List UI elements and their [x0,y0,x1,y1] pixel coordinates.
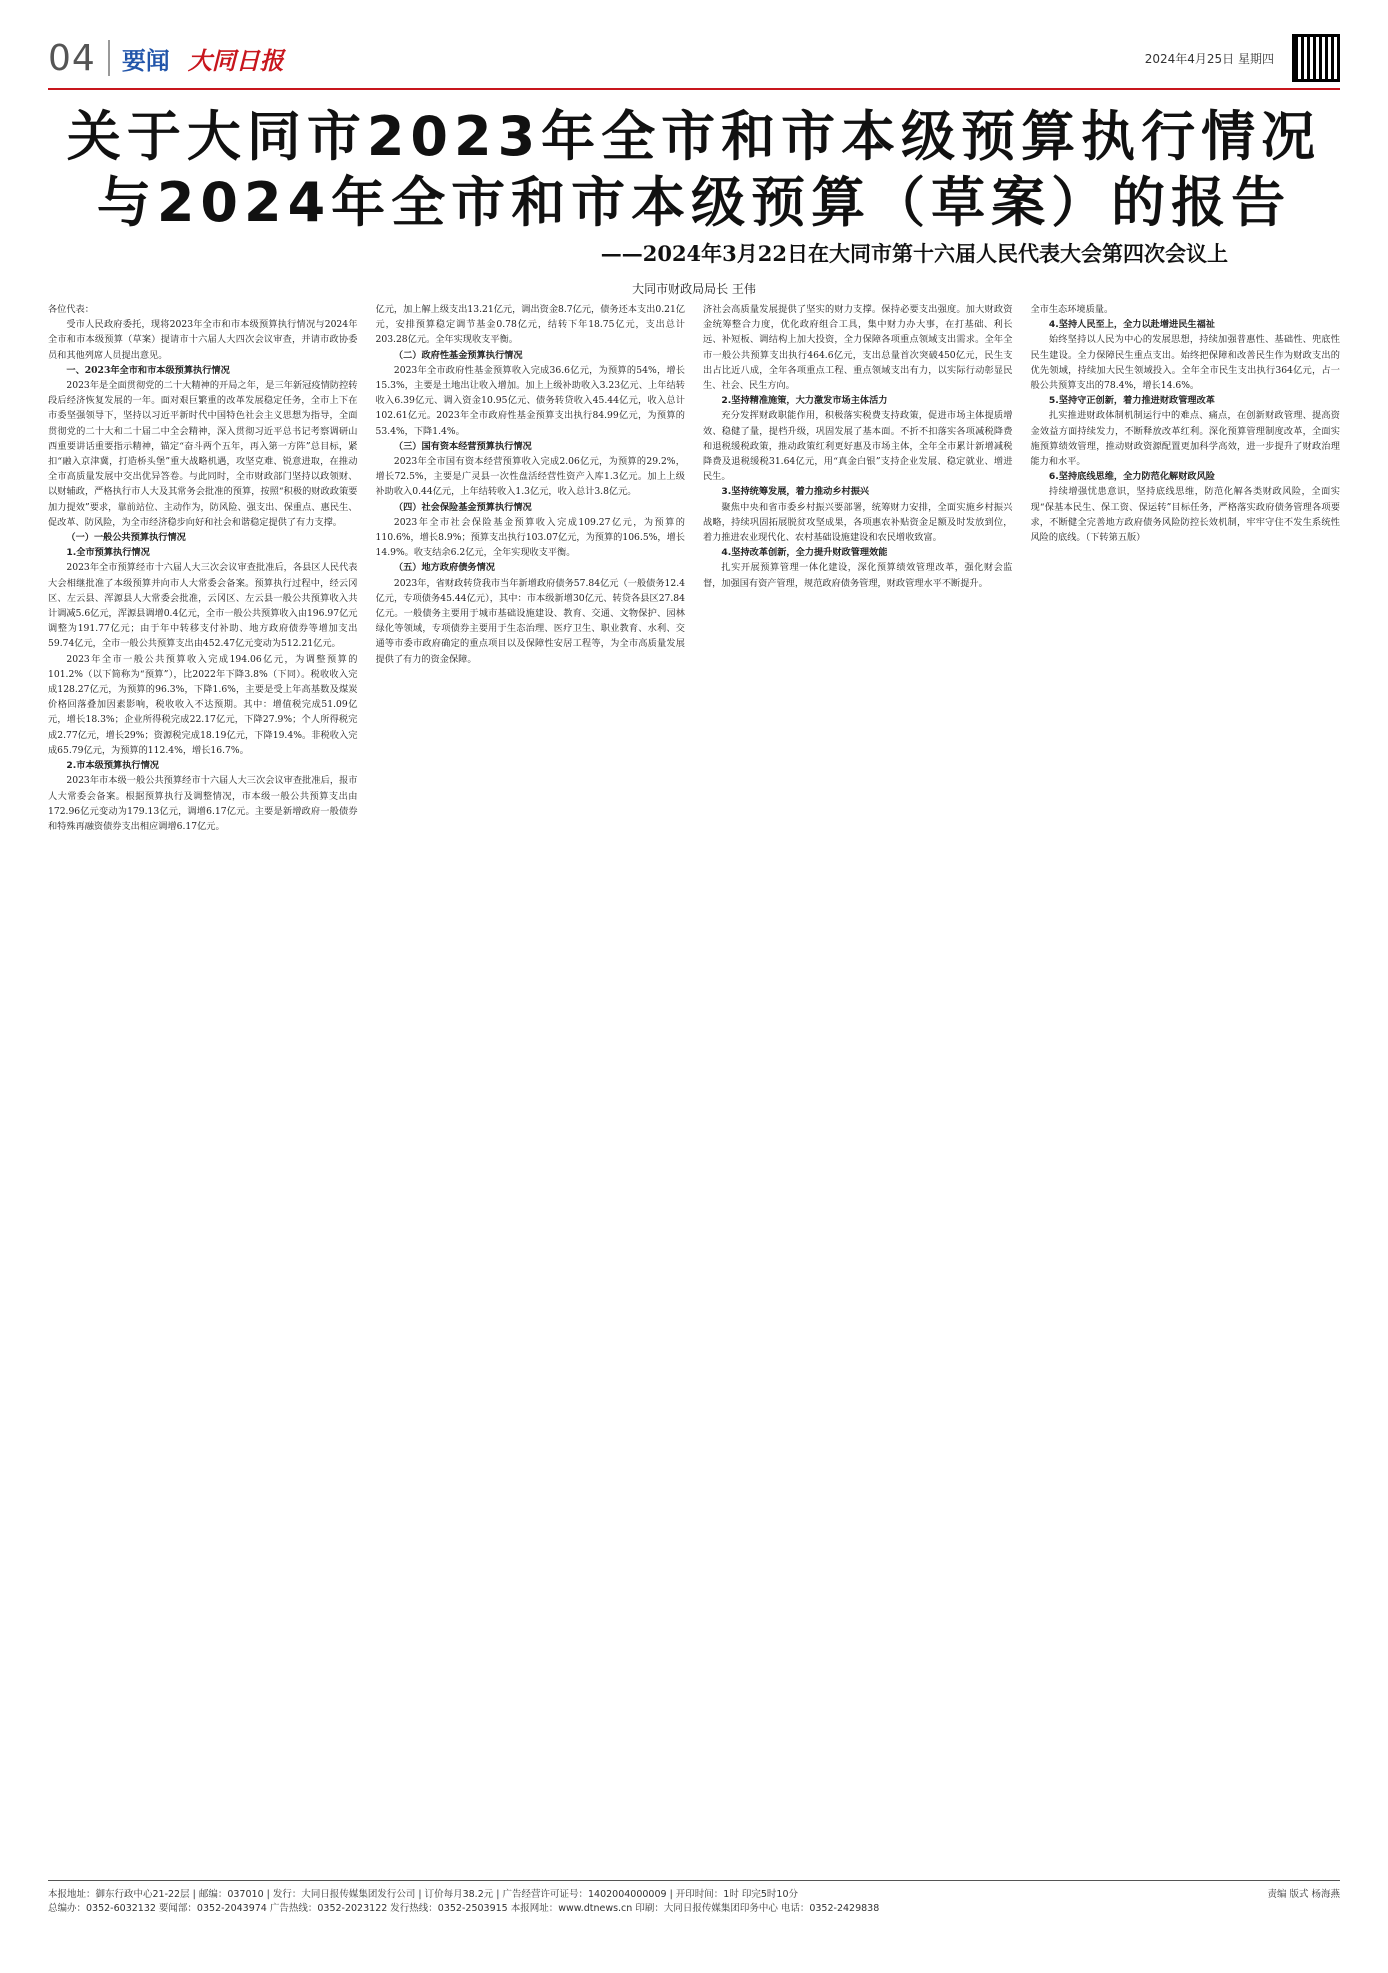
headline-line-1: 关于大同市2023年全市和市本级预算执行情况 [66,105,1322,168]
sub-heading: 2.坚持精准施策，大力激发市场主体活力 [721,395,888,407]
footer-line-1: 本报地址：御东行政中心21-22层 | 邮编：037010 | 发行：大同日报传媒集团发行公司 | 订价每月38.2元 | 广告经营许可证号：1402004000009 | 开印时间：1时 印完5时10分 [48,1889,798,1900]
column-1 [48,302,358,1870]
paragraph: 聚焦中央和省市委乡村振兴要部署，统筹财力安排，全面实施乡村振兴战略，持续巩固拓展脱贫攻坚成果，各项惠农补贴资金足额及时发放到位，着力推进农业现代化、农村基础设施建设和农民增收致富。 [703,501,1013,544]
sub-heading: 4.坚持人民至上，全力以赴增进民生福祉 [1048,319,1215,331]
footer-info [48,1888,1267,1916]
sub-heading: 4.坚持改革创新，全力提升财政管理效能 [721,547,888,559]
greeting: 各位代表： [48,304,94,315]
sub-heading: 1.全市预算执行情况 [66,547,150,559]
paragraph: 济社会高质量发展提供了坚实的财力支撑。保持必要支出强度。加大财政资金统筹整合力度，优化政府组合工具，集中财力办大事，在打基础、利长远、补短板、调结构上加大投资，全力保障各项重点领域支出需求。全年全市一般公共预算支出执行464.6亿元，支出总量首次突破450亿元，民生支出占比近八成，全年各项重点工程、重点领域支出有力，以实际行动彰显民生、社会、民生方向。 [703,304,1013,392]
section-heading: 一、2023年全市和市本级预算执行情况 [66,364,230,376]
byline: 大同市财政局局长 王伟 [632,282,756,296]
sub-heading: （一）一般公共预算执行情况 [66,532,186,544]
footer-rule [48,1880,1340,1881]
column-4 [1031,302,1341,1870]
sub-heading: （四）社会保险基金预算执行情况 [393,501,532,513]
sub-heading: 5.坚持守正创新，着力推进财政管理改革 [1048,395,1215,407]
paragraph: 2023年全市预算经市十六届人大三次会议审查批准后，各县区人民代表大会相继批准了本级预算并向市人大常委会备案。预算执行过程中，经云冈区、左云县、浑源县人大常委会批准，云冈区、左云县一般公共预算收入共计调减5.6亿元，浑源县调增0.4亿元，全市一般公共预算收入由196.97亿元调整为191.77亿元；由于年中转移支付补助、地方政府债券等增加支出59.74亿元，全市一般公共预算支出由452.47亿元变动为512.21亿元。 [48,562,358,650]
paragraph: 亿元，加上解上级支出13.21亿元，调出资金8.7亿元，债务还本支出0.21亿元，安排预算稳定调节基金0.78亿元，结转下年18.75亿元，支出总计203.28亿元。全年实现收支平衡。 [375,304,685,346]
newspaper-logo: 大同日报 [187,45,284,75]
top-rule [48,88,1340,90]
sub-heading: （五）地方政府债务情况 [393,562,495,574]
sub-heading: （二）政府性基金预算执行情况 [393,349,523,361]
footer-editors: 责编 版式 杨海燕 [1267,1889,1340,1900]
paragraph: 扎实开展预算管理一体化建设，深化预算绩效管理改革，强化财会监督，加强国有资产管理，规范政府债务管理，财政管理水平不断提升。 [703,562,1013,589]
paragraph: 2023年全市政府性基金预算收入完成36.6亿元，为预算的54%，增长15.3%，主要是土地出让收入增加。加上上级补助收入3.23亿元、上年结转收入6.39亿元、调入资金10.95亿元、债务转贷收入45.44亿元，收入总计102.61亿元。2023年全市政府性基金预算支出执行84.99亿元，为预算的53.4%，下降1.4%。 [375,364,685,437]
column-3 [703,302,1013,1870]
footer-line-2: 总编办：0352-6032132 要闻部：0352-2043974 广告热线：0352-2023122 发行热线：0352-2503915 本报网址：www.dtnews.cn 印刷：大同日报传媒集团印务中心 电话：0352-2429838 [48,1903,880,1914]
sub-heading: 2.市本级预算执行情况 [66,760,159,772]
qr-code-icon [1292,34,1340,82]
paragraph: 2023年全市社会保险基金预算收入完成109.27亿元，为预算的110.6%，增长8.9%；预算支出执行103.07亿元，为预算的106.5%，增长14.9%。收支结余6.2亿元，全年实现收支平衡。 [375,516,685,559]
paragraph: 2023年，省财政转贷我市当年新增政府债务57.84亿元（一般债务12.4亿元，专项债务45.44亿元），其中：市本级新增30亿元、转贷各县区27.84亿元。一般债务主要用于城市基础设施建设、教育、交通、文物保护、园林绿化等领域，专项债券主要用于生态治理、医疗卫生、职业教育、水利、交通等市委市政府确定的重点项目以及保障性安居工程等，为全市高质量发展提供了有力的资金保障。 [375,577,685,665]
sub-heading: 3.坚持统筹发展，着力推动乡村振兴 [721,486,870,498]
footer [48,1888,1340,1916]
paragraph: 2023年全市一般公共预算收入完成194.06亿元，为调整预算的101.2%（以下简称为“预算”），比2022年下降3.8%（下同）。税收收入完成128.27亿元，为预算的96.3%，下降1.6%，主要是受上年高基数及煤炭价格回落叠加因素影响，税收收入不达预期。其中：增值税完成51.09亿元，增长18.3%；企业所得税完成22.17亿元，下降27.9%；个人所得税完成2.77亿元，增长29%；资源税完成18.19亿元，下降19.4%。非税收入完成65.79亿元，为预算的112.4%，增长16.7%。 [48,653,358,756]
paragraph: 受市人民政府委托，现将2023年全市和市本级预算执行情况与2024年全市和市本级预算（草案）提请市十六届人大四次会议审查，并请市政协委员和其他列席人员提出意见。 [48,319,358,361]
paragraph: 2023年是全面贯彻党的二十大精神的开局之年，是三年新冠疫情防控转段后经济恢复发展的一年。面对艰巨繁重的改革发展稳定任务，全市上下在市委坚强领导下，坚持以习近平新时代中国特色社会主义思想为指导，全面贯彻党的二十大和二十届二中全会精神，深入贯彻习近平总书记考察调研山西重要讲话重要指示精神，锚定“奋斗两个五年，再入第一方阵”总目标，紧扣“融入京津冀，打造桥头堡”重大战略机遇，攻坚克难、锐意进取，在推动全市高质量发展中交出优异答卷。与此同时，全市财政部门坚持以政领财、以财辅政，严格执行市人大及其常务会批准的预算，按照“积极的财政政策要加力提效”要求，靠前站位、主动作为，防风险、强支出、保重点、惠民生、促改革、防风险，为全市经济稳步向好和社会和谐稳定提供了有力支撑。 [48,380,358,528]
headline [60,104,1328,236]
masthead-divider [108,40,110,76]
subtitle: ——2024年3月22日在大同市第十六届人民代表大会第四次会议上 [600,241,1228,266]
column-2 [376,302,686,1870]
sub-heading: （三）国有资本经营预算执行情况 [393,440,532,452]
article-body [48,302,1340,1870]
paragraph: 始终坚持以人民为中心的发展思想，持续加强普惠性、基础性、兜底性民生建设。全力保障民生重点支出。始终把保障和改善民生作为财政支出的优先领域，持续加大民生领域投入。全年全市民生支出执行364亿元，占一般公共预算支出的78.4%，增长14.6%。 [1030,334,1340,392]
issue-date: 2024年4月25日 星期四 [1144,51,1274,66]
paragraph: 充分发挥财政职能作用，积极落实税费支持政策，促进市场主体提质增效、稳健了量，提档升级，巩固发展了基本面。不折不扣落实各项减税降费和退税缓税政策，推动政策红利更好惠及市场主体，全年全市累计新增减税降费及退税缓税31.64亿元，用“真金白银”支持企业发展、稳定就业、增进民生。 [703,410,1013,483]
paragraph: 扎实推进财政体制机制运行中的难点、痛点，在创新财政管理、提高资金效益方面持续发力，不断释放改革红利。深化预算管理制度改革，全面实施预算绩效管理，推动财政资源配置更加科学高效，进一步提升了财政治理能力和水平。 [1030,410,1340,468]
sub-heading: 6.坚持底线思维，全力防范化解财政风险 [1048,471,1215,483]
headline-line-2: 与2024年全市和市本级预算（草案）的报告 [96,171,1292,234]
paragraph: 2023年全市国有资本经营预算收入完成2.06亿元，为预算的29.2%，增长72.5%，主要是广灵县一次性盘活经营性资产入库1.3亿元。加上上级补助收入0.44亿元，上年结转收入1.3亿元，收入总计3.8亿元。 [375,456,685,498]
paragraph: 持续增强忧患意识，坚持底线思维，防范化解各类财政风险，全面实现“保基本民生、保工资、保运转”目标任务，严格落实政府债务管理各项要求，不断健全完善地方政府债务风险防控长效机制，牢牢守住不发生系统性风险的底线。（下转第五版） [1030,486,1340,544]
paragraph: 全市生态环境质量。 [1030,304,1114,315]
paragraph: 2023年市本级一般公共预算经市十六届人大三次会议审查批准后，报市人大常委会备案。根据预算执行及调整情况，市本级一般公共预算支出由172.96亿元变动为179.13亿元，调增6.17亿元。主要是新增政府一般债券和特殊再融资债券支出相应调增6.17亿元。 [48,775,358,832]
page-number: 04 [48,37,96,79]
masthead [48,32,1340,84]
section-label: 要闻 [121,46,170,75]
